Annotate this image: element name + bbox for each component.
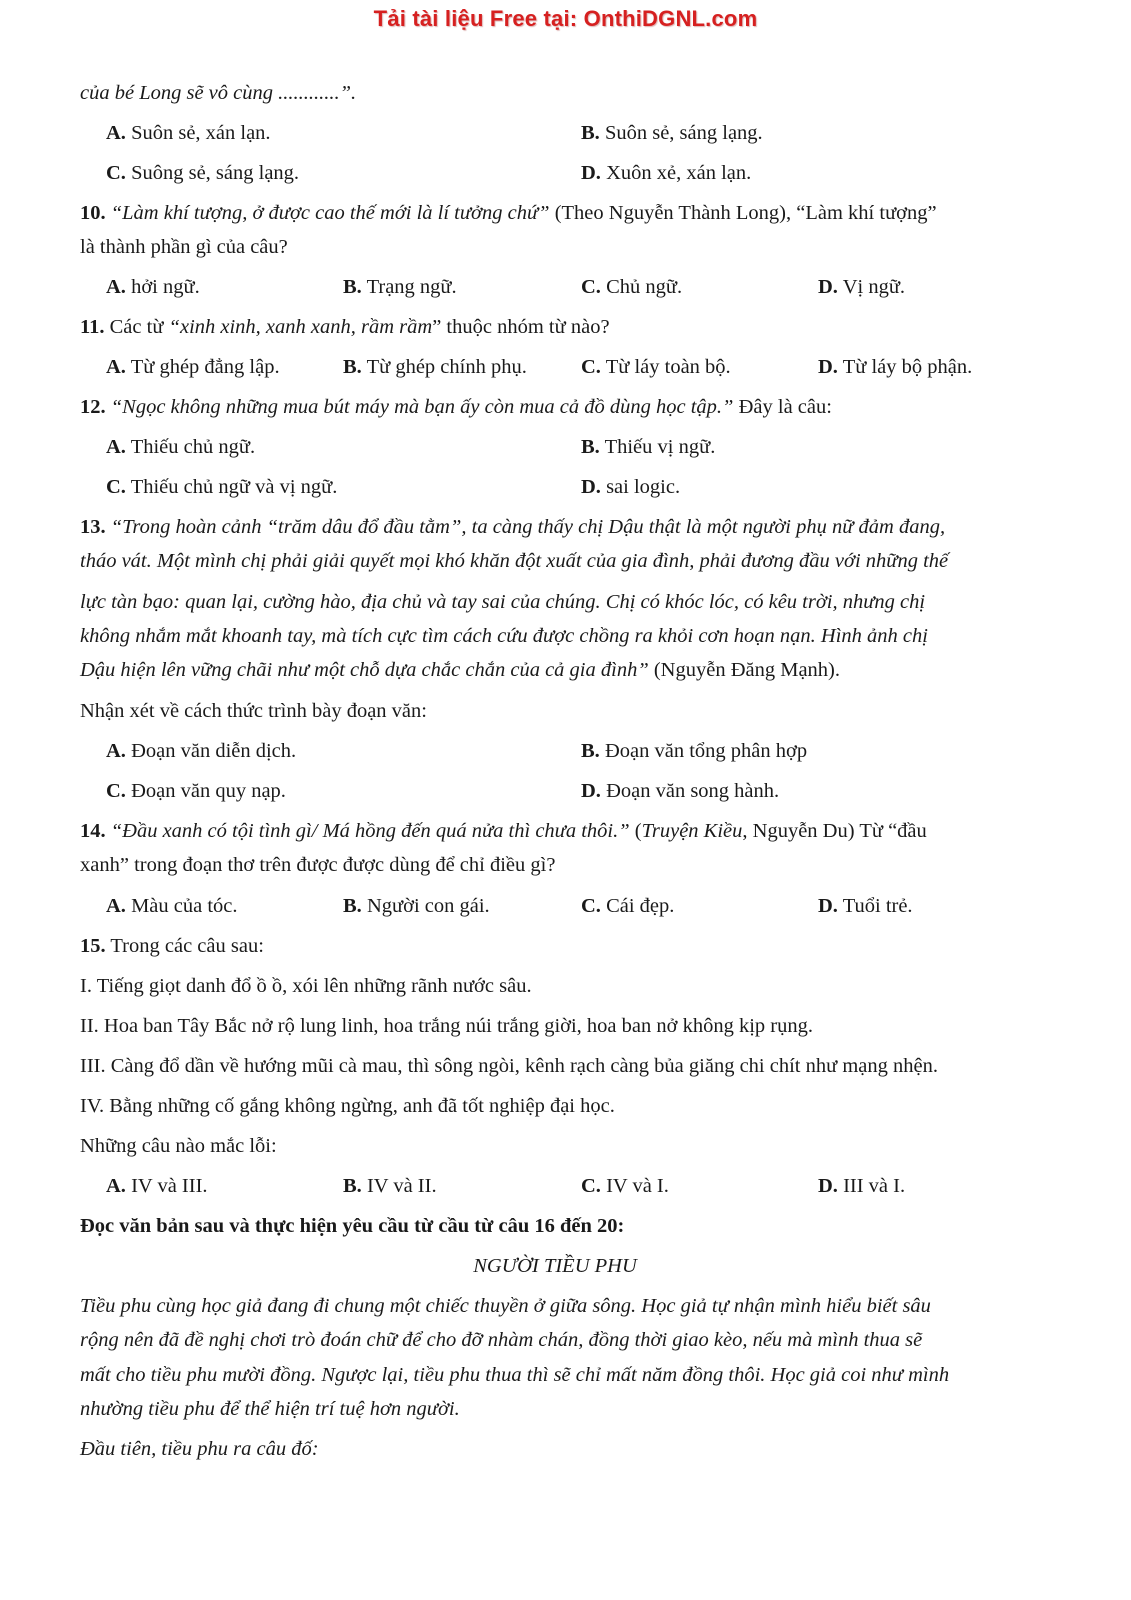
q10-stem: 10. “Làm khí tượng, ở được cao thế mới là lí tưởng chứ” (Theo Nguyễn Thành Long), “Làm khí tượng”	[80, 202, 937, 224]
q11-option-c: C. Từ láy toàn bộ.	[581, 356, 731, 378]
reading-paragraph-line2: rộng nên đã đề nghị chơi trò đoán chữ để cho đỡ nhàm chán, đồng thời giao kèo, nếu mà mình thua sẽ	[80, 1329, 923, 1351]
q15-option-d: D. III và I.	[818, 1175, 906, 1197]
q14-stem: 14. “Đầu xanh có tội tình gì/ Má hồng đến quá nửa thì chưa thôi.” (Truyện Kiều, Nguyễn Du) Từ “đầu	[80, 820, 927, 842]
reading-instruction: Đọc văn bản sau và thực hiện yêu cầu từ cầu từ câu 16 đến 20:	[80, 1215, 625, 1237]
q15-sentence-3: III. Càng đổ dần về hướng mũi cà mau, thì sông ngòi, kênh rạch càng bủa giăng chi chít như mạng nhện.	[80, 1055, 938, 1077]
q11-option-d: D. Từ láy bộ phận.	[818, 356, 973, 378]
q13-option-b: B. Đoạn văn tổng phân hợp	[581, 740, 808, 762]
q10-stem-line2: là thành phần gì của câu?	[80, 236, 288, 258]
q15-sentence-2: II. Hoa ban Tây Bắc nở rộ lung linh, hoa trắng núi trắng giời, hoa ban nở không kịp rụng.	[80, 1015, 813, 1037]
q15-option-c: C. IV và I.	[581, 1175, 669, 1197]
q15-prompt: Những câu nào mắc lỗi:	[80, 1135, 277, 1157]
q14-stem-line2: xanh” trong đoạn thơ trên được được dùng để chỉ điều gì?	[80, 854, 556, 876]
q10-option-b: B. Trạng ngữ.	[343, 276, 457, 298]
q13-stem-line1: 13. “Trong hoàn cảnh “trăm dâu đổ đầu tằm”, ta càng thấy chị Dậu thật là một người phụ nữ đảm đang,	[80, 516, 946, 538]
q11-stem: 11. Các từ “xinh xinh, xanh xanh, rầm rầm” thuộc nhóm từ nào?	[80, 316, 610, 338]
reading-title: NGƯỜI TIỀU PHU	[473, 1255, 637, 1277]
q10-option-d: D. Vị ngữ.	[818, 276, 906, 298]
q13-option-c: C. Đoạn văn quy nạp.	[106, 780, 286, 802]
q13-prompt: Nhận xét về cách thức trình bày đoạn văn:	[80, 700, 427, 722]
reading-paragraph-line3: mất cho tiều phu mười đồng. Ngược lại, tiều phu thua thì sẽ chỉ mất năm đồng thôi. Học giả coi như mình	[80, 1364, 950, 1386]
q9-option-d: D. Xuôn xẻ, xán lạn.	[581, 162, 752, 184]
q10-option-a: A. hởi ngữ.	[106, 276, 200, 298]
q15-stem: 15. Trong các câu sau:	[80, 935, 264, 957]
q13-option-d: D. Đoạn văn song hành.	[581, 780, 780, 802]
q12-option-b: B. Thiếu vị ngữ.	[581, 436, 716, 458]
q13-stem-line4: không nhắm mắt khoanh tay, mà tích cực tìm cách cứu được chồng ra khỏi cơn hoạn nạn. Hình ảnh chị	[80, 625, 928, 647]
q14-option-c: C. Cái đẹp.	[581, 895, 675, 917]
q15-sentence-1: I. Tiếng giọt danh đổ ồ ồ, xói lên những rãnh nước sâu.	[80, 975, 532, 997]
reading-paragraph-line5: Đầu tiên, tiều phu ra câu đố:	[80, 1438, 319, 1460]
q14-option-b: B. Người con gái.	[343, 895, 490, 917]
q13-stem-line3: lực tàn bạo: quan lại, cường hào, địa chủ và tay sai của chúng. Chị có khóc lóc, có kêu trời, nhưng chị	[80, 591, 926, 613]
q13-stem-line5: Dậu hiện lên vững chãi như một chỗ dựa chắc chắn của cả gia đình” (Nguyễn Đăng Mạnh).	[80, 659, 841, 681]
q12-option-a: A. Thiếu chủ ngữ.	[106, 436, 256, 458]
reading-paragraph-line1: Tiều phu cùng học giả đang đi chung một chiếc thuyền ở giữa sông. Học giả tự nhận mình hiểu biết sâu	[80, 1295, 931, 1317]
q11-option-b: B. Từ ghép chính phụ.	[343, 356, 527, 378]
reading-paragraph-line4: nhường tiều phu để thể hiện trí tuệ hơn người.	[80, 1398, 460, 1420]
q9-continuation: của bé Long sẽ vô cùng ............”.	[80, 82, 357, 104]
q12-stem: 12. “Ngọc không những mua bút máy mà bạn ấy còn mua cả đồ dùng học tập.” Đây là câu:	[80, 396, 832, 418]
q12-option-d: D. sai logic.	[581, 476, 681, 498]
q14-option-a: A. Màu của tóc.	[106, 895, 238, 917]
q13-stem-line2: tháo vát. Một mình chị phải giải quyết mọi khó khăn đột xuất của gia đình, phải đương đầu với những thế	[80, 550, 949, 572]
q13-option-a: A. Đoạn văn diễn dịch.	[106, 740, 297, 762]
q12-option-c: C. Thiếu chủ ngữ và vị ngữ.	[106, 476, 338, 498]
q15-option-b: B. IV và II.	[343, 1175, 437, 1197]
q10-option-c: C. Chủ ngữ.	[581, 276, 683, 298]
site-banner[interactable]: Tải tài liệu Free tại: OnthiDGNL.com	[373, 6, 758, 31]
q14-option-d: D. Tuổi trẻ.	[818, 895, 913, 917]
q15-option-a: A. IV và III.	[106, 1175, 208, 1197]
q9-option-a: A. Suôn sẻ, xán lạn.	[106, 122, 271, 144]
q9-option-b: B. Suôn sẻ, sáng lạng.	[581, 122, 763, 144]
q15-sentence-4: IV. Bằng những cố gắng không ngừng, anh đã tốt nghiệp đại học.	[80, 1095, 615, 1117]
q11-option-a: A. Từ ghép đẳng lập.	[106, 356, 280, 378]
q9-option-c: C. Suông sẻ, sáng lạng.	[106, 162, 300, 184]
